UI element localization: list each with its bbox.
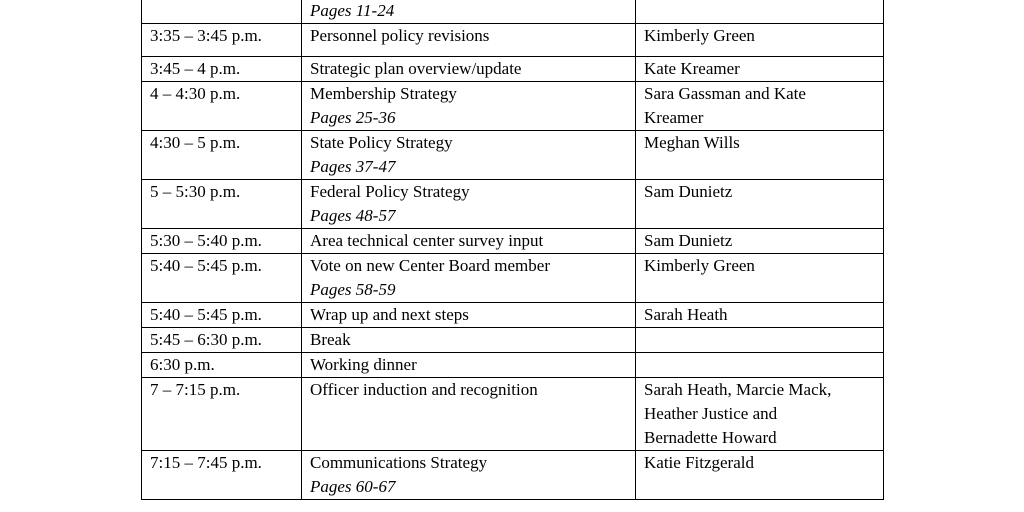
agenda-table-container — [141, 0, 883, 500]
table-row — [142, 303, 884, 328]
item-cell — [302, 131, 636, 180]
item-cell — [302, 229, 636, 254]
table-row — [142, 57, 884, 82]
item-text: Working dinner — [310, 355, 417, 374]
presenter-cell — [636, 378, 884, 451]
time-text: 4 – 4:30 p.m. — [150, 84, 241, 103]
pages-ref: Pages 60-67 — [310, 477, 396, 496]
item-text: Break — [310, 330, 351, 349]
item-cell — [302, 328, 636, 353]
time-text: 3:35 – 3:45 p.m. — [150, 26, 262, 45]
presenter-text: Kate Kreamer — [644, 59, 740, 78]
time-cell — [142, 229, 302, 254]
time-text: 6:30 p.m. — [150, 355, 215, 374]
agenda-table — [141, 0, 884, 500]
table-row — [142, 353, 884, 378]
presenter-text: Meghan Wills — [644, 133, 740, 152]
presenter-text: Sara Gassman and Kate — [644, 84, 806, 103]
time-cell — [142, 180, 302, 229]
time-text: 4:30 – 5 p.m. — [150, 133, 241, 152]
table-row — [142, 0, 884, 24]
time-text: 7:15 – 7:45 p.m. — [150, 453, 262, 472]
item-text: Communications Strategy — [310, 453, 488, 472]
presenter-text-line2: Kreamer — [644, 108, 704, 127]
time-cell — [142, 0, 302, 24]
item-cell — [302, 57, 636, 82]
item-cell — [302, 353, 636, 378]
item-text: Wrap up and next steps — [310, 305, 469, 324]
time-cell — [142, 57, 302, 82]
item-cell — [302, 180, 636, 229]
presenter-cell — [636, 131, 884, 180]
pages-ref: Pages 37-47 — [310, 157, 396, 176]
item-text: Vote on new Center Board member — [310, 256, 550, 275]
presenter-cell — [636, 451, 884, 500]
time-text: 7 – 7:15 p.m. — [150, 380, 241, 399]
presenter-cell — [636, 229, 884, 254]
time-cell — [142, 451, 302, 500]
presenter-cell — [636, 180, 884, 229]
table-row — [142, 451, 884, 500]
item-cell — [302, 24, 636, 57]
table-row — [142, 131, 884, 180]
time-cell — [142, 82, 302, 131]
presenter-cell — [636, 353, 884, 378]
presenter-text-line2: Heather Justice and — [644, 404, 778, 423]
presenter-text: Katie Fitzgerald — [644, 453, 754, 472]
presenter-cell — [636, 82, 884, 131]
presenter-text: Sam Dunietz — [644, 231, 733, 250]
item-cell — [302, 303, 636, 328]
item-text: Officer induction and recognition — [310, 380, 538, 399]
pages-ref: Pages 11-24 — [310, 1, 395, 20]
table-row — [142, 254, 884, 303]
presenter-text: Sam Dunietz — [644, 182, 733, 201]
presenter-cell — [636, 328, 884, 353]
time-text: 3:45 – 4 p.m. — [150, 59, 241, 78]
time-cell — [142, 378, 302, 451]
presenter-text-line3: Bernadette Howard — [644, 428, 777, 447]
presenter-cell — [636, 254, 884, 303]
time-text: 5:40 – 5:45 p.m. — [150, 256, 262, 275]
presenter-cell — [636, 0, 884, 24]
item-cell — [302, 254, 636, 303]
presenter-cell — [636, 303, 884, 328]
time-cell — [142, 328, 302, 353]
item-text: Area technical center survey input — [310, 231, 544, 250]
item-cell — [302, 451, 636, 500]
time-text: 5 – 5:30 p.m. — [150, 182, 241, 201]
item-cell — [302, 0, 636, 24]
time-cell — [142, 24, 302, 57]
pages-ref: Pages 58-59 — [310, 280, 396, 299]
presenter-cell — [636, 57, 884, 82]
table-row — [142, 82, 884, 131]
presenter-cell — [636, 24, 884, 57]
time-cell — [142, 254, 302, 303]
pages-ref: Pages 25-36 — [310, 108, 396, 127]
time-text: 5:40 – 5:45 p.m. — [150, 305, 262, 324]
item-text: Strategic plan overview/update — [310, 59, 522, 78]
table-row — [142, 24, 884, 57]
presenter-text: Sarah Heath — [644, 305, 728, 324]
presenter-text: Kimberly Green — [644, 256, 755, 275]
table-row — [142, 180, 884, 229]
item-text: Membership Strategy — [310, 84, 457, 103]
time-text: 5:45 – 6:30 p.m. — [150, 330, 262, 349]
time-cell — [142, 303, 302, 328]
presenter-text: Kimberly Green — [644, 26, 755, 45]
item-text: State Policy Strategy — [310, 133, 453, 152]
time-cell — [142, 131, 302, 180]
time-cell — [142, 353, 302, 378]
time-text: 5:30 – 5:40 p.m. — [150, 231, 262, 250]
pages-ref: Pages 48-57 — [310, 206, 396, 225]
item-text: Personnel policy revisions — [310, 26, 490, 45]
table-row — [142, 378, 884, 451]
table-row — [142, 229, 884, 254]
item-text: Federal Policy Strategy — [310, 182, 470, 201]
item-cell — [302, 378, 636, 451]
table-row — [142, 328, 884, 353]
item-cell — [302, 82, 636, 131]
presenter-text: Sarah Heath, Marcie Mack, — [644, 380, 832, 399]
